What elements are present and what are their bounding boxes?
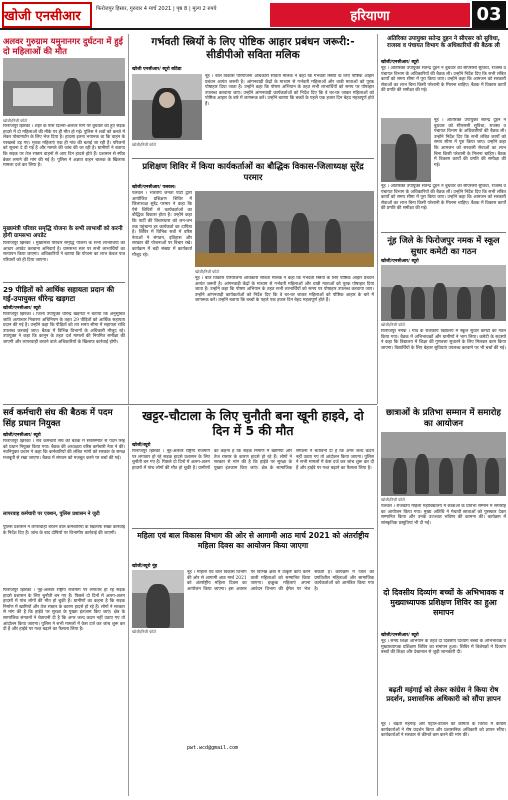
divider	[381, 232, 506, 233]
photo-caption: खोजी/निजी फोटो	[3, 118, 28, 123]
column-divider	[377, 34, 378, 404]
lead-body: नूंह । बाल विकास परियोजना अधिकारी सविता मलिक ने कहा कि गर्भवती स्त्रियों के लिए पोष्टिक आहार प्रबंधन अत्यंत जरूरी है। आंगनवाड़ी केंद्रों के माध्यम से गर्भवती महिलाओं और धात्री माताओं को पूरक पोषाहार दिया जाता है। उन्होंने कहा कि पोषण अभियान के तहत सभी लाभार्थियों को समय पर पोषाहार उपलब्ध करवाया जाए। उन्होंने आंगनवाड़ी कार्यकर्ताओं को निर्देश दिए कि वे घर-घर जाकर महिलाओं को पोष्टिक आहार के बारे में जागरूक करें। उन्होंने बताया कि बच्चों के पहले एक हजार दिन बेहद महत्वपूर्ण होते हैं।	[205, 74, 374, 107]
photo-caption: खोजी/निजी फोटो	[381, 497, 406, 502]
article-headline: दो दिवसीय दिव्यांग बच्चों के अभिभावक व मुख्याध्यापक प्रशिक्षण शिविर का हुआ समापन	[383, 588, 504, 617]
divider	[3, 404, 377, 405]
section-title: हरियाणा	[270, 3, 470, 27]
article-body-continued: फिरोजपुर झिरका । नूंह-अलवर राष्ट्रीय राजमार्ग पर लगातार हो रहे सड़क हादसे प्रशासन के लिए चुनौती बन गए हैं। पिछले दो दिनों में अलग-अलग हादसों में पांच लोगों की मौत हो चुकी है। ग्रामीणों का कहना है कि सड़क निर्माण में खामियों और तेज रफ्तार के कारण हादसे हो रहे हैं। लोगों ने सरकार से मांग की है कि हाईवे पर सुरक्षा के पुख्ता इंतजाम किए जाएं। क्षेत्र के सामाजिक संगठनों ने चेतावनी दी है कि अगर जल्द कदम नहीं उठाए गए तो आंदोलन किया जाएगा। पुलिस ने सभी मामलों में केस दर्ज कर जांच शुरू कर दी है और हाईवे पर गश्त बढ़ाने का फैसला लिया है।	[3, 588, 125, 633]
article-subhead: बढ़ती महंगाई को लेकर कांग्रेस ने किया रोष प्रदर्शन, प्रशासनिक अधिकारी को सौंपा ज्ञापन	[386, 686, 501, 703]
article-body: नूंह । महिला एवं बाल विकास विभाग की ओर से आगामी आठ मार्च 2021 को अंतर्राष्ट्रीय महिला दिवस का आयोजन किया जाएगा। इस अवसर पर विभिन्न क्षेत्रों में उत्कृष्ट कार्य करने वाली महिलाओं को सम्मानित किया जाएगा। इच्छुक महिलाएं अपना आवेदन विभाग की ईमेल पर भेज सकती हैं। कार्यक्रम में जिले की प्रगतिशील महिलाओं और सामाजिक कार्यकर्ताओं को आमंत्रित किया गया है।	[187, 570, 374, 592]
article-headline: महिला एवं बाल विकास विभाग की ओर से आगामी आठ मार्च 2021 को अंतर्राष्ट्रीय महिला दिवस का आयोजन किया जाएगा	[137, 531, 369, 550]
byline: खोजी/एनसीआर/ ब्यूरो	[381, 60, 419, 65]
contact-email: pwt.wcd@gmail.com	[187, 745, 239, 751]
article-headline: अलवर गुरुग्राम यमुनानगर दुर्घटना में हुई दो महिलाओं की मौत	[3, 36, 123, 56]
article-headline: नूंह जिले के फिरोजपुर नमक में स्कूल सुधार कमेटी का गठन	[387, 235, 500, 256]
article-subbody: फिरोजपुर झिरका । मुख्यमंत्री परिवार समृद्धि योजना के सभी लाभार्थियों को आधार अपडेट करवाना अनिवार्य है। ग्रामसभा स्तर पर सभी लाभार्थियों का सत्यापन किया जाएगा। अधिकारियों ने बताया कि योजना का लाभ केवल पात्र परिवारों को ही दिया जाएगा।	[3, 241, 125, 263]
article-photo	[381, 118, 431, 182]
article-subhead: मुख्यमंत्री परिवार समृद्धि योजना के सभी लाभार्थी को करनी होगी ग्रामसभा अपडेट	[3, 226, 123, 239]
photo-caption: खोजी/निजी फोटो	[381, 322, 406, 327]
byline: खोजी/ब्यूरो	[132, 443, 151, 448]
byline: खोजी/एनसीआर/ पलवल।	[132, 185, 176, 190]
article-headline: 29 पीड़ितों को आर्थिक सहायता प्रदान की गई-उपायुक्त धीरेन्द्र खड़गटा	[3, 285, 115, 303]
byline: खोजी/एनसीआर/ ब्यूरो	[3, 306, 41, 311]
training-photo	[195, 191, 374, 267]
byline: खोजी/एनसीआर/ ब्यूरो	[381, 259, 419, 264]
school-photo	[381, 265, 506, 321]
byline: खोजी/एनसीआर/ ब्यूरो	[381, 633, 419, 638]
divider	[3, 282, 125, 283]
article-headline: अतिरिक्त उपायुक्त सतेन्द्र दुहन ने सीएसर को सुविधा, राजस्व व पंचायत विभाग के अधिकारियों की बैठक ली	[387, 36, 500, 50]
brand-logo: खोजी एनसीआर	[4, 4, 88, 26]
column-divider	[128, 34, 129, 404]
page-number: 03	[472, 1, 506, 28]
photo-caption: खोजी/निजी फोटो	[132, 629, 157, 634]
article-body: फिरोजपुर नमक । गांव के राजकीय विद्यालय में स्कूल सुधार कमेटी का गठन किया गया। बैठक में अभिभावकों और ग्रामीणों ने भाग लिया। कमेटी के सदस्यों ने कहा कि विद्यालय में शिक्षा की गुणवत्ता सुधारने के लिए मिलकर काम किया जाएगा। विद्यार्थियों के लिए बेहतर सुविधाएं उपलब्ध करवाने पर भी चर्चा की गई।	[381, 329, 506, 351]
article-body-continued: नूंह । अतिरिक्त उपायुक्त सतेन्द्र दुहन ने बुधवार को सीएससी सुविधा, राजस्व व पंचायत विभाग के अधिकारियों की बैठक ली। उन्होंने निर्देश दिए कि सभी लंबित कार्यों को समय सीमा में पूरा किया जाए। उन्होंने कहा कि आमजन को सरकारी सेवाओं का लाभ बिना किसी परेशानी के मिलना चाहिए। बैठक में विकास कार्यों की प्रगति की समीक्षा की गई।	[434, 118, 506, 168]
article-headline: प्रशिक्षण शिविर में किया कार्यकर्ताओं का बौद्धिक विकास-जिलाध्यक्ष सुरेंद्र परमार	[142, 161, 364, 182]
photo-caption: खोजी/निजी फोटो	[195, 269, 220, 274]
students-photo	[381, 432, 506, 496]
article-photo	[3, 58, 125, 116]
article-body-more: नूंह । अतिरिक्त उपायुक्त सतेन्द्र दुहन ने बुधवार को सीएससी सुविधा, राजस्व व पंचायत विभाग के अधिकारियों की बैठक ली। उन्होंने निर्देश दिए कि सभी लंबित कार्यों को समय सीमा में पूरा किया जाए। उन्होंने कहा कि आमजन को सरकारी सेवाओं का लाभ बिना किसी परेशानी के मिलना चाहिए। बैठक में विकास कार्यों की प्रगति की समीक्षा की गई।	[381, 184, 506, 212]
big-headline: खट्टर-चौटाला के लिए चुनौती बना खूनी हाइवे, दो दिन में 5 की मौत	[142, 408, 364, 438]
article-body: पलवल । भारतीय जनता पार्टी द्वारा आयोजित प्रशिक्षण शिविर में जिलाध्यक्ष सुरेंद्र परमार ने कहा कि ऐसे शिविरों से कार्यकर्ताओं का बौद्धिक विकास होता है। उन्होंने कहा कि पार्टी की विचारधारा को जन-जन तक पहुंचाना हर कार्यकर्ता का दायित्व है। शिविर में विभिन्न सत्रों में वरिष्ठ नेताओं ने संगठन, इतिहास और सरकार की योजनाओं पर विचार रखे। कार्यक्रम में बड़ी संख्या में कार्यकर्ता मौजूद रहे।	[132, 191, 192, 258]
article-subbody: नूंह । बढ़ती महंगाई और पेट्रोल-डीजल की कीमतों के विरोध में कांग्रेस कार्यकर्ताओं ने रोष प्रदर्शन किया और प्रशासनिक अधिकारी को ज्ञापन सौंपा। कार्यकर्ताओं ने सरकार से कीमतें कम करने की मांग की।	[381, 722, 506, 739]
divider	[132, 158, 374, 159]
dateline: फिरोजपुर हिसार, गुरुवार 4 मार्च 2021 | पृष्ठ 8 | मूल्य 2 रुपये	[96, 6, 217, 12]
article-headline: छात्राओं के प्रतिभा सम्मान में समारोह का आयोजन	[386, 408, 501, 429]
article-body: पलवल । राजकीय महिला महाविद्यालय में छात्राओं के प्रतिभा सम्मान में समारोह का आयोजन किया गया। मुख्य अतिथि ने मेधावी छात्राओं को पुरस्कार देकर सम्मानित किया और उनके उज्ज्वल भविष्य की कामना की। कार्यक्रम में सांस्कृतिक प्रस्तुतियां भी दी गईं।	[381, 504, 506, 526]
byline: खोजी एनसीआर/ ब्यूरो बठिंडा	[132, 67, 182, 72]
photo-caption: खोजी/निजी फोटो	[132, 142, 157, 147]
article-body: नूंह । समग्र शिक्षा अभियान के तहत दो दिवसीय दिव्यांग बच्चों के अभिभावक व मुख्याध्यापक प्रशिक्षण शिविर का समापन हुआ। शिविर में विशेषज्ञों ने दिव्यांग बच्चों की शिक्षा और देखभाल से जुड़ी जानकारी दी।	[381, 639, 506, 656]
article-headline: सर्व कर्मचारी संघ की बैठक में पदम सिंह प्रधान नियुक्त	[3, 408, 113, 429]
lead-photo	[132, 74, 202, 140]
article-body: फिरोजपुर झिरका । सर्व कर्मचारी संघ की बैठक में सर्वसम्मति से पदम सिंह को प्रधान नियुक्त किया गया। बैठक की अध्यक्षता वरिष्ठ कर्मचारी नेता ने की। नवनियुक्त प्रधान ने कहा कि कर्मचारियों की लंबित मांगों को सरकार के समक्ष मजबूती से रखा जाएगा। बैठक में संगठन को मजबूत करने पर चर्चा की गई।	[3, 439, 125, 461]
column-divider	[377, 406, 378, 796]
lead-headline: गर्भवती स्त्रियों के लिए पोष्टिक आहार प्रबंधन जरूरी:- सीडीपीओ सविता मलिक	[151, 36, 355, 61]
article-body: फिरोजपुर झिरका । शहर के पास दिल्ली-अलवर मार्ग पर बुधवार को हुए सड़क हादसे में दो महिलाओं की मौके पर ही मौत हो गई। पुलिस ने शवों को कब्जे में लेकर पोस्टमार्टम के लिए भेज दिया है। हादसा इतना भयानक था कि वाहन के परखच्चे उड़ गए। मृतक महिलाएं एक ही गांव की बताई जा रही हैं। परिजनों को सूचना दे दी गई है और मामले की जांच की जा रही है। ग्रामीणों ने बताया कि सड़क पर तेज रफ्तार वाहनों से आए दिन हादसे होते हैं। प्रशासन से स्पीड ब्रेकर लगाने की मांग की गई है। पुलिस ने अज्ञात वाहन चालक के खिलाफ मामला दर्ज कर लिया है।	[3, 124, 125, 169]
article-body-continued: नूंह । बाल विकास परियोजना अधिकारी सविता मलिक ने कहा कि गर्भवती स्त्रियों के लिए पोष्टिक आहार प्रबंधन अत्यंत जरूरी है। आंगनवाड़ी केंद्रों के माध्यम से गर्भवती महिलाओं और धात्री माताओं को पूरक पोषाहार दिया जाता है। उन्होंने कहा कि पोषण अभियान के तहत सभी लाभार्थियों को समय पर पोषाहार उपलब्ध करवाया जाए। उन्होंने आंगनवाड़ी कार्यकर्ताओं को निर्देश दिए कि वे घर-घर जाकर महिलाओं को पोष्टिक आहार के बारे में जागरूक करें। उन्होंने बताया कि बच्चों के पहले एक हजार दिन बेहद महत्वपूर्ण होते हैं।	[195, 276, 374, 304]
divider	[132, 528, 374, 529]
article-photo	[132, 570, 184, 628]
article-subhead: लापरवाह कर्मचारी पर एक्शन, पुलिस प्रशासन ने जुटी	[3, 511, 100, 517]
byline: खोजी/ब्यूरो नूंह	[132, 564, 158, 569]
article-body: फिरोजपुर झिरका । जिला उपायुक्त धीरेन्द्र खड़गटा ने बताया कि अनुसूचित जाति अत्याचार निवारण अधिनियम के तहत 29 पीड़ितों को आर्थिक सहायता प्रदान की गई है। उन्होंने कहा कि पीड़ितों को तय समय सीमा में सहायता राशि उपलब्ध करवाई जाए। बैठक में विभिन्न विभागों के अधिकारी मौजूद रहे। उपायुक्त ने कहा कि कानून के तहत दर्ज मामलों की नियमित समीक्षा की जाएगी और लापरवाही बरतने वाले अधिकारियों के खिलाफ कार्रवाई होगी।	[3, 312, 125, 345]
article-subbody: पुलिस प्रशासन ने लापरवाही बरतने वाले कर्मचारियों के खिलाफ सख्त कार्रवाई के निर्देश दिए हैं। जांच के बाद दोषियों पर विभागीय कार्रवाई की जाएगी।	[3, 525, 125, 536]
article-body: नूंह । अतिरिक्त उपायुक्त सतेन्द्र दुहन ने बुधवार को सीएससी सुविधा, राजस्व व पंचायत विभाग के अधिकारियों की बैठक ली। उन्होंने निर्देश दिए कि सभी लंबित कार्यों को समय सीमा में पूरा किया जाए। उन्होंने कहा कि आमजन को सरकारी सेवाओं का लाभ बिना किसी परेशानी के मिलना चाहिए। बैठक में विकास कार्यों की प्रगति की समीक्षा की गई।	[381, 66, 506, 94]
byline: खोजी/एनसीआर/ ब्यूरो	[3, 433, 41, 438]
column-divider	[128, 406, 129, 796]
big-body: फिरोजपुर झिरका । नूंह-अलवर राष्ट्रीय राजमार्ग पर लगातार हो रहे सड़क हादसे प्रशासन के लिए चुनौती बन गए हैं। पिछले दो दिनों में अलग-अलग हादसों में पांच लोगों की मौत हो चुकी है। ग्रामीणों का कहना है कि सड़क निर्माण में खामियों और तेज रफ्तार के कारण हादसे हो रहे हैं। लोगों ने सरकार से मांग की है कि हाईवे पर सुरक्षा के पुख्ता इंतजाम किए जाएं। क्षेत्र के सामाजिक संगठनों ने चेतावनी दी है कि अगर जल्द कदम नहीं उठाए गए तो आंदोलन किया जाएगा। पुलिस ने सभी मामलों में केस दर्ज कर जांच शुरू कर दी है और हाईवे पर गश्त बढ़ाने का फैसला लिया है।	[132, 449, 374, 471]
